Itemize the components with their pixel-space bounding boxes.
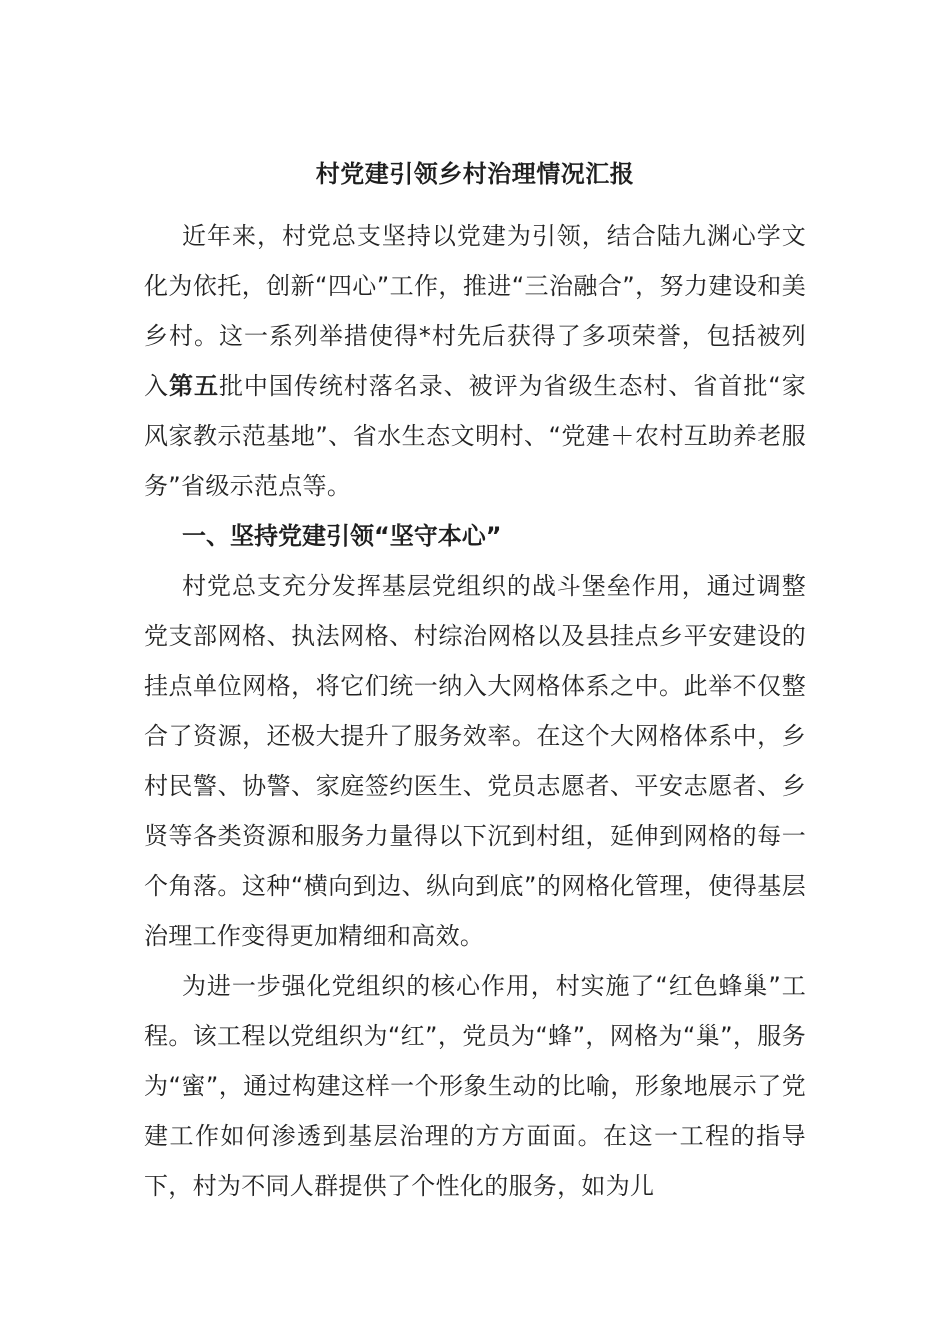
section-paragraph-2: 为进一步强化党组织的核心作用，村实施了“红色蜂巢”工程。该工程以党组织为“红”，党员为“蜂”，网格为“巢”，服务为“蜜”，通过构建这样一个形象生动的比喻，形象地展示了党建工作如何渗透到基层治理的方方面面。在这一工程的指导下，村为不同人群提供了个性化的服务，如为儿 xyxy=(144,972,806,1200)
section-paragraph-1: 村党总支充分发挥基层党组织的战斗堡垒作用，通过调整党支部网格、执法网格、村综治网格以及县挂点乡平安建设的挂点单位网格，将它们统一纳入大网格体系之中。此举不仅整合了资源，还极大提升了服务效率。在这个大网格体系中，乡村民警、协警、家庭签约医生、党员志愿者、平安志愿者、乡贤等各类资源和服务力量得以下沉到村组，延伸到网格的每一个角落。这种“横向到边、纵向到底”的网格化管理，使得基层治理工作变得更加精细和高效。 xyxy=(144,572,806,950)
document-title: 村党建引领乡村治理情况汇报 xyxy=(315,160,635,188)
intro-text-part2: 批中国传统村落名录、被评为省级生态村、省首批“家风家教示范基地”、省水生态文明村、“党建＋农村互助养老服务”省级示范点等。 xyxy=(144,372,806,500)
document-body xyxy=(144,211,806,1211)
intro-text-part1: 近年来，村党总支坚持以党建为引领，结合陆九渊心学文化为依托，创新“四心”工作，推进“三治融合”，努力建设和美乡村。这一系列举措使得*村先后获得了多项荣誉，包括被列入 xyxy=(144,222,806,400)
intro-paragraph xyxy=(144,211,806,511)
section-heading: 一、坚持党建引领“坚守本心” xyxy=(182,522,502,550)
intro-emphasis: 第五 xyxy=(168,372,219,400)
